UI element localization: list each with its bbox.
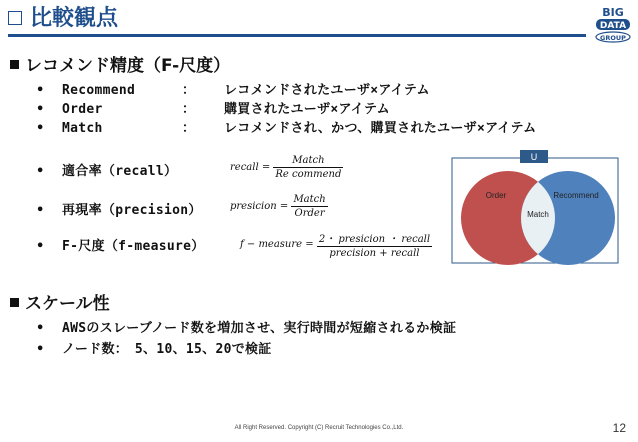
numerator: Match xyxy=(273,155,343,168)
page-title: 比較観点 xyxy=(30,6,119,31)
term-recommend: Recommend xyxy=(62,83,136,98)
formula-lhs: f − measure = xyxy=(240,239,314,250)
term-match: Match xyxy=(62,121,103,136)
title-underline xyxy=(8,34,586,37)
desc-recommend: レコメンドされたユーザ×アイテム xyxy=(224,83,430,98)
bullet-icon: • xyxy=(36,102,45,117)
copyright-footer: All Right Reserved. Copyright (C) Recruit Technologies Co.,Ltd. xyxy=(234,425,404,431)
section-heading-scalability: スケール性 xyxy=(10,293,110,315)
svg-text:BIG: BIG xyxy=(602,6,624,19)
desc-match: レコメンドされ、かつ、購買されたユーザ×アイテム xyxy=(224,121,537,136)
colon: ： xyxy=(182,83,196,98)
formula-fmeasure xyxy=(240,230,432,259)
venn-diagram xyxy=(448,150,620,265)
bullet-icon: • xyxy=(36,203,45,218)
metric-label-precision: 再現率（precision） xyxy=(62,203,202,218)
bullet-icon: • xyxy=(36,121,45,136)
svg-text:GROUP: GROUP xyxy=(600,34,626,42)
fraction xyxy=(317,230,432,259)
denominator: precision + recall xyxy=(329,248,420,259)
bullet-icon: • xyxy=(36,239,45,254)
svg-text:DATA: DATA xyxy=(599,21,627,31)
desc-order: 購買されたユーザ×アイテム xyxy=(224,102,390,117)
formula-precision xyxy=(230,194,328,219)
formula-lhs: recall = xyxy=(230,162,271,173)
bullet-icon: • xyxy=(36,342,45,357)
section-heading-accuracy: レコメンド精度（F-尺度） xyxy=(10,55,230,77)
scalability-item: AWSのスレーブノード数を増加させ、実行時間が短縮されるか検証 xyxy=(62,321,457,336)
metric-label-fmeasure: F-尺度（f-measure） xyxy=(62,239,205,254)
bullet-icon: • xyxy=(36,83,45,98)
numerator: 2・ presicion ・ recall xyxy=(317,230,432,247)
colon: ： xyxy=(182,121,196,136)
order-label: Order xyxy=(485,191,507,200)
formula-lhs: presicion = xyxy=(230,201,289,212)
big-data-group-logo xyxy=(592,4,634,44)
formula-recall xyxy=(230,155,343,180)
fraction xyxy=(291,194,327,219)
recommend-label: Recommend xyxy=(553,191,599,200)
title-square-icon xyxy=(8,11,22,25)
numerator: Match xyxy=(293,194,326,205)
denominator: Re commend xyxy=(275,169,342,180)
colon: ： xyxy=(182,102,196,117)
match-label: Match xyxy=(527,210,549,219)
metric-label-recall: 適合率（recall） xyxy=(62,164,178,179)
fraction xyxy=(273,155,343,180)
term-order: Order xyxy=(62,102,103,117)
bullet-icon: • xyxy=(36,321,45,336)
bullet-icon: • xyxy=(36,164,45,179)
square-bullet-icon xyxy=(10,60,19,69)
page-number: 12 xyxy=(612,421,626,435)
universe-label: U xyxy=(530,152,538,162)
scalability-item: ノード数： 5、10、15、20で検証 xyxy=(62,342,272,357)
denominator: Order xyxy=(294,208,325,219)
square-bullet-icon xyxy=(10,298,19,307)
